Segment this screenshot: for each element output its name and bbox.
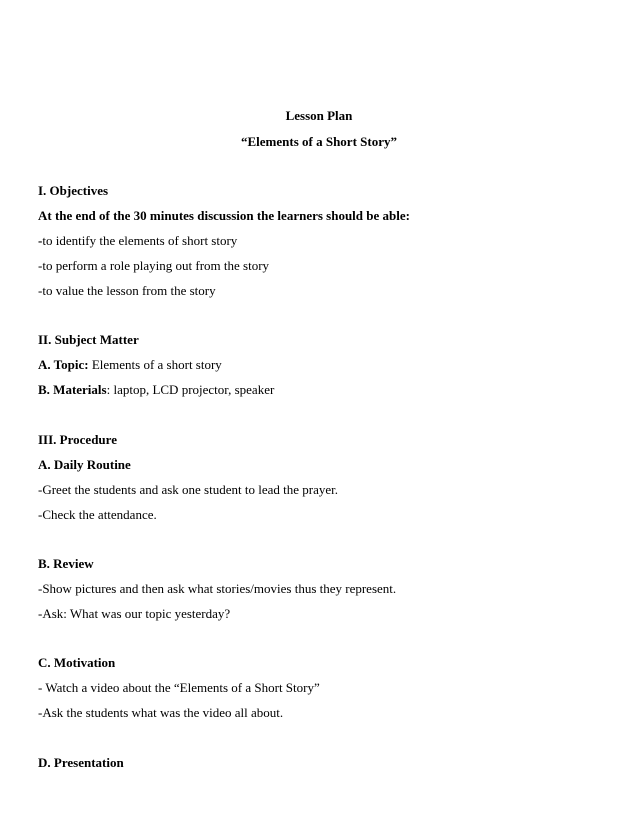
objective-item-1-text: to identify the elements of short story xyxy=(42,233,238,248)
materials-value: : laptop, LCD projector, speaker xyxy=(106,382,275,397)
objectives-heading: I. Objectives xyxy=(38,183,109,198)
topic-value: Elements of a short story xyxy=(88,357,222,372)
motivation-heading: C. Motivation xyxy=(38,655,116,670)
topic-line xyxy=(38,357,222,373)
materials-label: B. Materials xyxy=(38,382,107,397)
daily-routine-item-1: -Greet the students and ask one student to lead the prayer. xyxy=(38,482,338,497)
objective-item-1-prefix: - xyxy=(38,233,43,248)
objective-item-2: -to perform a role playing out from the story xyxy=(38,258,270,273)
review-item-2: -Ask: What was our topic yesterday? xyxy=(38,606,231,621)
daily-routine-heading: A. Daily Routine xyxy=(38,457,131,472)
motivation-item-2: -Ask the students what was the video all about. xyxy=(38,705,284,720)
topic-label: A. Topic: xyxy=(38,357,89,372)
daily-routine-item-2: -Check the attendance. xyxy=(38,507,157,522)
presentation-heading: D. Presentation xyxy=(38,755,124,770)
review-heading: B. Review xyxy=(38,556,94,571)
objective-item-3: -to value the lesson from the story xyxy=(38,283,216,298)
subject-matter-heading: II. Subject Matter xyxy=(38,332,139,347)
procedure-heading: III. Procedure xyxy=(38,432,117,447)
motivation-item-1: - Watch a video about the “Elements of a Short Story” xyxy=(38,680,320,695)
objectives-intro: At the end of the 30 minutes discussion the learners should be able: xyxy=(38,208,410,223)
review-item-1: -Show pictures and then ask what stories/movies thus they represent. xyxy=(38,581,397,596)
materials-line xyxy=(38,382,274,398)
document-subtitle: “Elements of a Short Story” xyxy=(241,134,397,149)
objective-item-1 xyxy=(38,233,237,249)
document-title: Lesson Plan xyxy=(285,108,353,123)
